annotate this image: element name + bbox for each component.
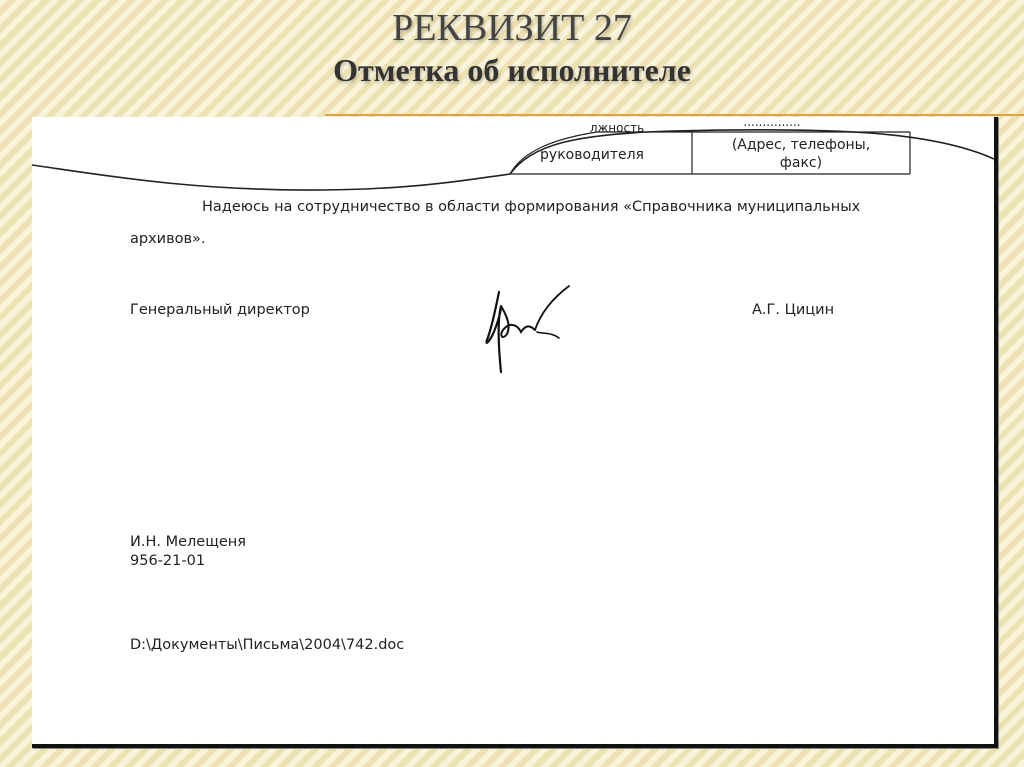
header-cell-position-top: лжность	[589, 122, 645, 133]
accent-line	[325, 114, 1024, 116]
header-cell-address-line1: (Адрес, телефоны,	[731, 137, 871, 153]
header-cell-position: руководителя	[540, 147, 644, 163]
signature-image	[477, 282, 577, 377]
document-image	[32, 117, 998, 748]
executor-phone: 956-21-01	[130, 553, 206, 569]
body-text-line-1: Надеюсь на сотрудничество в области формирования «Справочника муниципальных	[202, 199, 861, 215]
slide-subtitle: Отметка об исполнителе	[333, 52, 691, 88]
body-text-line-2: архивов».	[130, 231, 206, 247]
slide-title: РЕКВИЗИТ 27	[392, 7, 632, 49]
file-path: D:\Документы\Письма\2004\742.doc	[130, 637, 405, 653]
header-cell-address-line2: факс)	[779, 155, 823, 171]
header-cell-address-top: ...............	[743, 117, 801, 126]
executor-name: И.Н. Мелещеня	[130, 534, 246, 550]
signatory-position: Генеральный директор	[130, 302, 310, 318]
signatory-name: А.Г. Цицин	[752, 302, 835, 318]
